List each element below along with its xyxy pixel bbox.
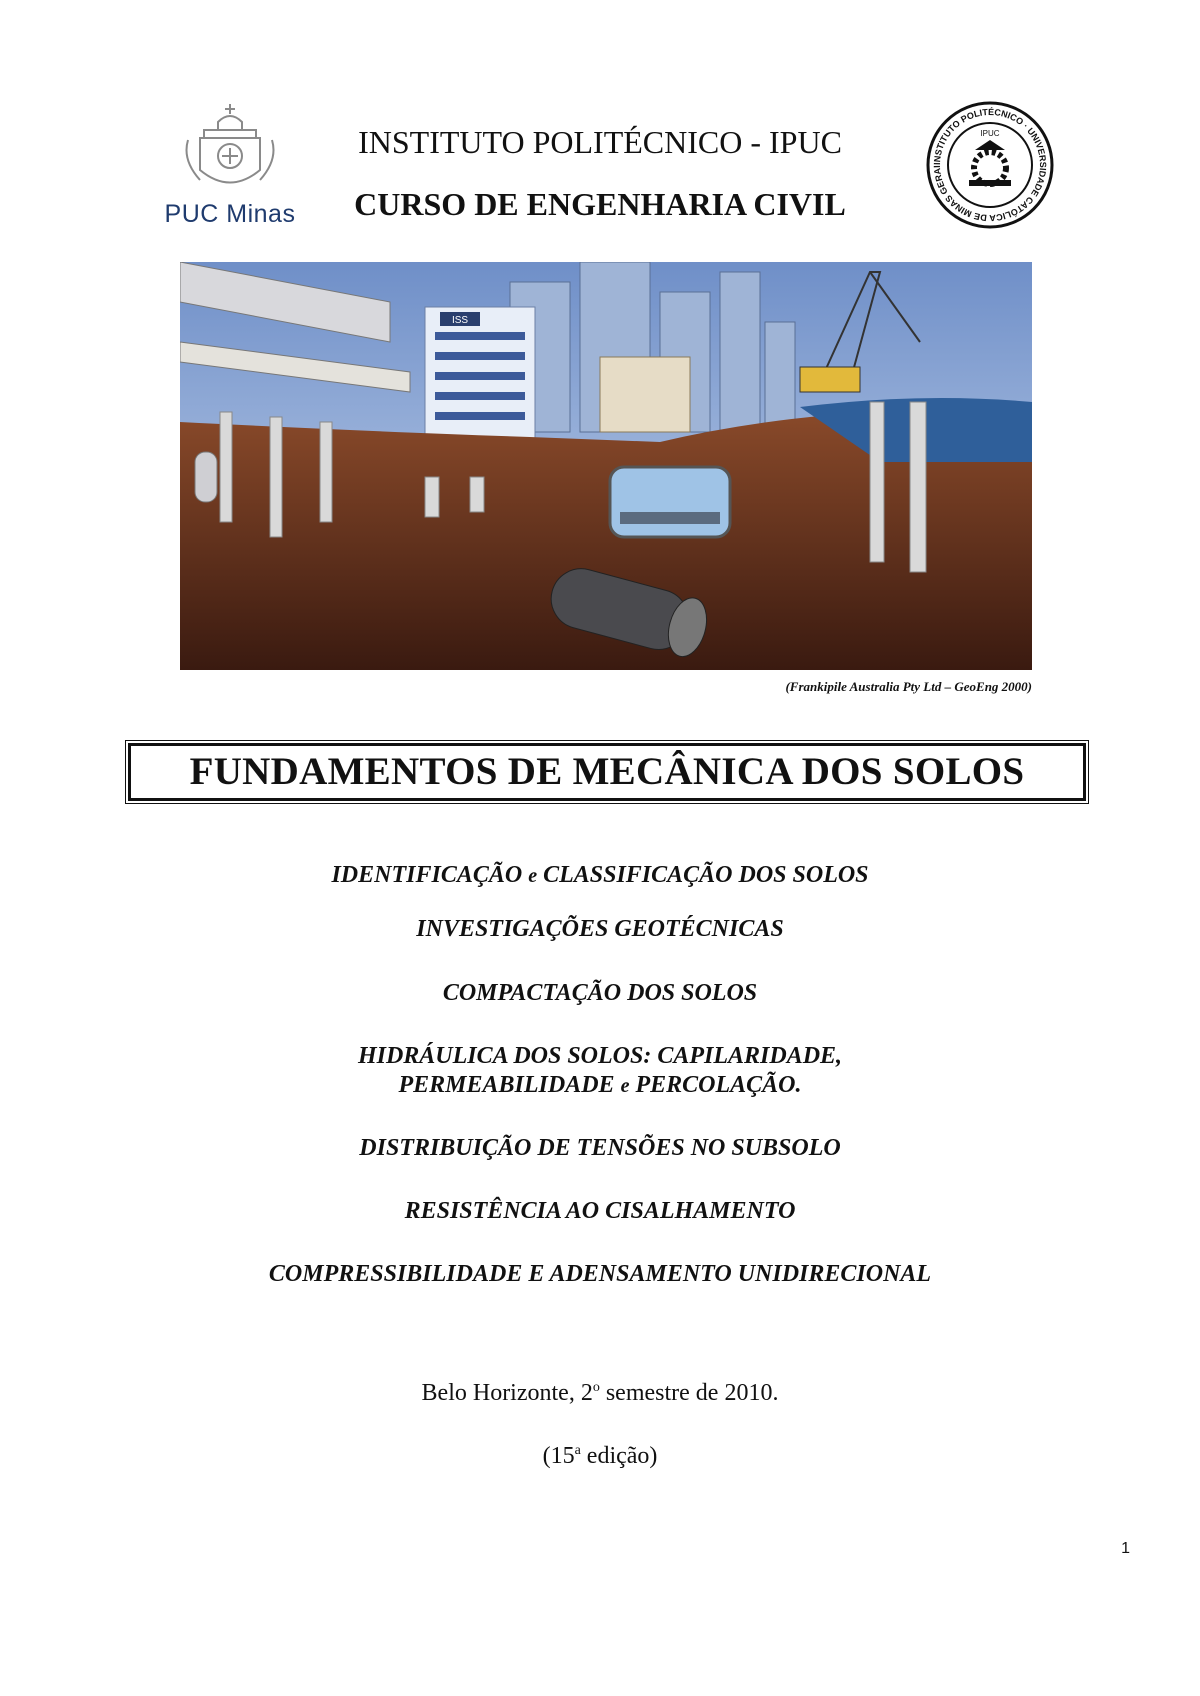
edition-text: (15: [542, 1443, 575, 1469]
edition: [150, 1443, 1050, 1470]
coat-of-arms-icon: [160, 100, 300, 200]
topic-identificacao: [150, 862, 1050, 889]
puc-minas-logo: [160, 100, 300, 230]
topic-compactacao: COMPACTAÇÃO DOS SOLOS: [442, 980, 758, 1006]
edition-text: edição): [580, 1443, 658, 1469]
topic-investigacoes: INVESTIGAÇÕES GEOTÉCNICAS: [416, 916, 784, 942]
topic-text: PERMEABILIDADE: [398, 1072, 621, 1098]
ordinal-superscript: o: [592, 1380, 600, 1395]
seal-icon: [925, 100, 1055, 230]
topic-compressibilidade: COMPRESSIBILIDADE E ADENSAMENTO UNIDIRECIONAL: [268, 1261, 932, 1287]
topic-text: IDENTIFICAÇÃO: [331, 862, 529, 888]
geotechnical-city-illustration: [180, 262, 1032, 670]
figure-caption: (Frankipile Australia Pty Ltd – GeoEng 2000): [785, 679, 1032, 694]
institute-name: INSTITUTO POLITÉCNICO - IPUC: [358, 124, 842, 160]
course-name: CURSO DE ENGENHARIA CIVIL: [354, 186, 846, 222]
city-date-text: Belo Horizonte, 2: [421, 1380, 593, 1406]
topic-text: CLASSIFICAÇÃO DOS SOLOS: [537, 862, 869, 888]
topic-hidraulica-line1: HIDRÁULICA DOS SOLOS: CAPILARIDADE,: [357, 1043, 843, 1069]
ipuc-seal: [925, 100, 1055, 230]
topic-conjunction: e: [528, 865, 538, 887]
ordinal-superscript: a: [574, 1443, 581, 1458]
topic-conjunction: e: [620, 1075, 630, 1097]
page-number: 1: [1121, 1540, 1130, 1557]
topic-distribuicao: DISTRIBUIÇÃO DE TENSÕES NO SUBSOLO: [359, 1135, 841, 1161]
building-sign-text: ISS: [451, 315, 469, 326]
topic-text: PERCOLAÇÃO.: [629, 1072, 802, 1098]
document-title: FUNDAMENTOS DE MECÂNICA DOS SOLOS: [189, 750, 1025, 793]
seal-inner-text: IPUC: [980, 129, 1000, 138]
city-date: [150, 1380, 1050, 1407]
seal-text: INSTITUTO POLITÉCNICO · UNIVERSIDADE CATÓLICA DE MINAS GERAI: [931, 106, 1049, 224]
topic-hidraulica-line2: [150, 1072, 1050, 1099]
logo-text: PUC Minas: [164, 200, 296, 228]
document-title-box: [128, 743, 1086, 801]
cover-illustration: [180, 262, 1032, 670]
city-date-text: semestre de 2010.: [599, 1380, 779, 1406]
topic-resistencia: RESISTÊNCIA AO CISALHAMENTO: [404, 1198, 796, 1224]
